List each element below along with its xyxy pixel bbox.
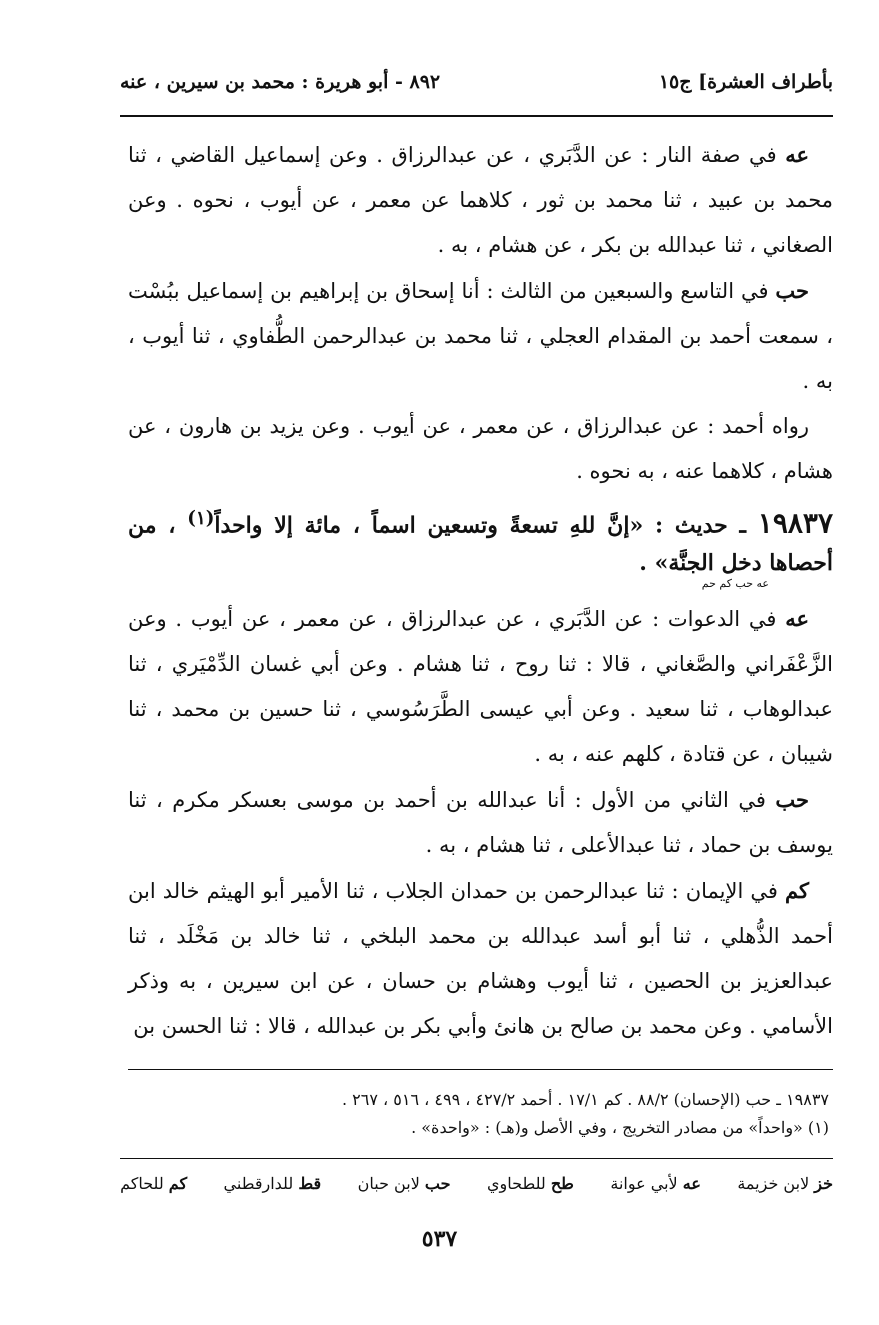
paragraph-text: في التاسع والسبعين من الثالث : أنا إسحاق بن إبراهيم بن إسماعيل ببُسْت ، سمعت أحمد بن المقدام العجلي ، ثنا محمد بن عبدالرحمن الطُّفاوي ، ثنا أيوب ، به . bbox=[128, 279, 833, 393]
abbreviations-rule bbox=[120, 1158, 833, 1159]
header-rule bbox=[120, 115, 833, 117]
footnote-rule bbox=[128, 1069, 833, 1070]
abbreviation-code: قط bbox=[298, 1174, 322, 1193]
abbreviation-name: لأبي عوانة bbox=[610, 1174, 678, 1193]
abbreviation-code: عه bbox=[682, 1174, 701, 1193]
paragraph-2 bbox=[128, 268, 833, 404]
paragraph-text: في الدعوات : عن الدَّبَري ، عن عبدالرزاق ، عن معمر ، عن أيوب . وعن الزَّعْفَراني والصَّغاني ، قالا : ثنا روح ، ثنا هشام . وعن أبي غسان الدِّمْيَري ، ثنا عبدالوهاب ، ثنا سعيد . وعن أبي عيسى الطَّرَسُوسي ، ثنا حسين بن محمد ، ثنا شيبان ، عن قتادة ، كلهم عنه ، به . bbox=[128, 607, 833, 767]
paragraph-lead: عه bbox=[785, 606, 809, 632]
hadith-rest: ، من أحصاها دخل الجنَّة» . bbox=[128, 512, 833, 577]
abbreviation-item bbox=[737, 1170, 833, 1198]
paragraph-5 bbox=[128, 777, 833, 868]
footnote-marker: (١) bbox=[187, 508, 215, 529]
main-text bbox=[128, 132, 833, 1049]
footnotes bbox=[128, 1086, 833, 1142]
abbreviation-code: حب bbox=[424, 1174, 451, 1193]
abbreviation-name: للدارقطني bbox=[223, 1174, 294, 1193]
hadith-label: ـ حديث : «إنَّ للهِ تسعةً وتسعين اسماً ، مائة إلا واحداً bbox=[214, 512, 758, 539]
abbreviation-item bbox=[358, 1170, 451, 1198]
abbreviation-item bbox=[487, 1170, 574, 1198]
abbreviation-item bbox=[610, 1170, 701, 1198]
paragraph-4 bbox=[128, 596, 833, 777]
header-book-title: بأطراف العشرة] ج١٥ bbox=[658, 71, 833, 93]
running-header bbox=[120, 62, 833, 102]
abbreviation-name: للطحاوي bbox=[486, 1174, 546, 1193]
paragraph-1 bbox=[128, 132, 833, 268]
footnote-1: (١) «واحداً» من مصادر التخريج ، وفي الأصل و(هـ) : «واحدة» . bbox=[411, 1118, 829, 1137]
abbreviation-item bbox=[120, 1170, 187, 1198]
abbreviation-name: لابن حبان bbox=[357, 1174, 420, 1193]
hadith-number: ١٩٨٣٧ bbox=[757, 506, 833, 540]
abbreviations-key bbox=[120, 1170, 833, 1198]
footnote-sources: ١٩٨٣٧ ـ حب (الإحسان) ٨٨/٢ . كم ١٧/١ . أحمد ٤٢٧/٢ ، ٤٩٩ ، ٥١٦ ، ٢٦٧ . bbox=[341, 1090, 829, 1109]
hadith-sources: عه حب كم حم bbox=[701, 577, 769, 591]
paragraph-lead: حب bbox=[775, 278, 810, 303]
abbreviation-code: خز bbox=[814, 1174, 833, 1193]
paragraph-3 bbox=[128, 404, 833, 494]
paragraph-lead: حب bbox=[775, 787, 809, 813]
header-section-title: ٨٩٢ - أبو هريرة : محمد بن سيرين ، عنه bbox=[120, 71, 441, 93]
paragraph-lead: كم bbox=[785, 878, 809, 904]
abbreviation-name: لابن خزيمة bbox=[737, 1174, 810, 1193]
paragraph-6 bbox=[128, 868, 833, 1049]
abbreviation-name: للحاكم bbox=[120, 1174, 164, 1193]
paragraph-text: في صفة النار : عن الدَّبَري ، عن عبدالرزاق . وعن إسماعيل القاضي ، ثنا محمد بن عبيد ، ثنا محمد بن ثور ، كلاهما عن معمر ، عن أيوب ، نحوه . وعن الصغاني ، ثنا عبدالله بن بكر ، عن هشام ، به . bbox=[128, 143, 833, 257]
paragraph-text: في الثاني من الأول : أنا عبدالله بن أحمد بن موسى بعسكر مكرم ، ثنا يوسف بن حماد ، ثنا عبدالأعلى ، ثنا هشام ، به . bbox=[128, 788, 833, 858]
abbreviation-code: طح bbox=[550, 1174, 574, 1193]
hadith-heading bbox=[128, 500, 833, 590]
paragraph-text: في الإيمان : ثنا عبدالرحمن بن حمدان الجلاب ، ثنا الأمير أبو الهيثم خالد ابن أحمد الذُّهلي ، ثنا أبو أسد عبدالله بن محمد البلخي ، ثنا خالد بن مَخْلَد ، ثنا عبدالعزيز بن الحصين ، ثنا أيوب وهشام بن حسان ، عن ابن سيرين ، به وذكر الأسامي . وعن محمد بن صالح بن هانئ وأبي بكر بن عبدالله ، قالا : ثنا الحسن بن bbox=[128, 879, 833, 1039]
page-number: ٥٣٧ bbox=[421, 1226, 458, 1252]
paragraph-text: رواه أحمد : عن عبدالرزاق ، عن معمر ، عن أيوب . وعن يزيد بن هارون ، عن هشام ، كلاهما عنه ، به نحوه . bbox=[128, 414, 833, 483]
abbreviation-item bbox=[224, 1170, 322, 1198]
abbreviation-code: كم bbox=[168, 1174, 188, 1193]
paragraph-lead: عه bbox=[785, 142, 809, 167]
